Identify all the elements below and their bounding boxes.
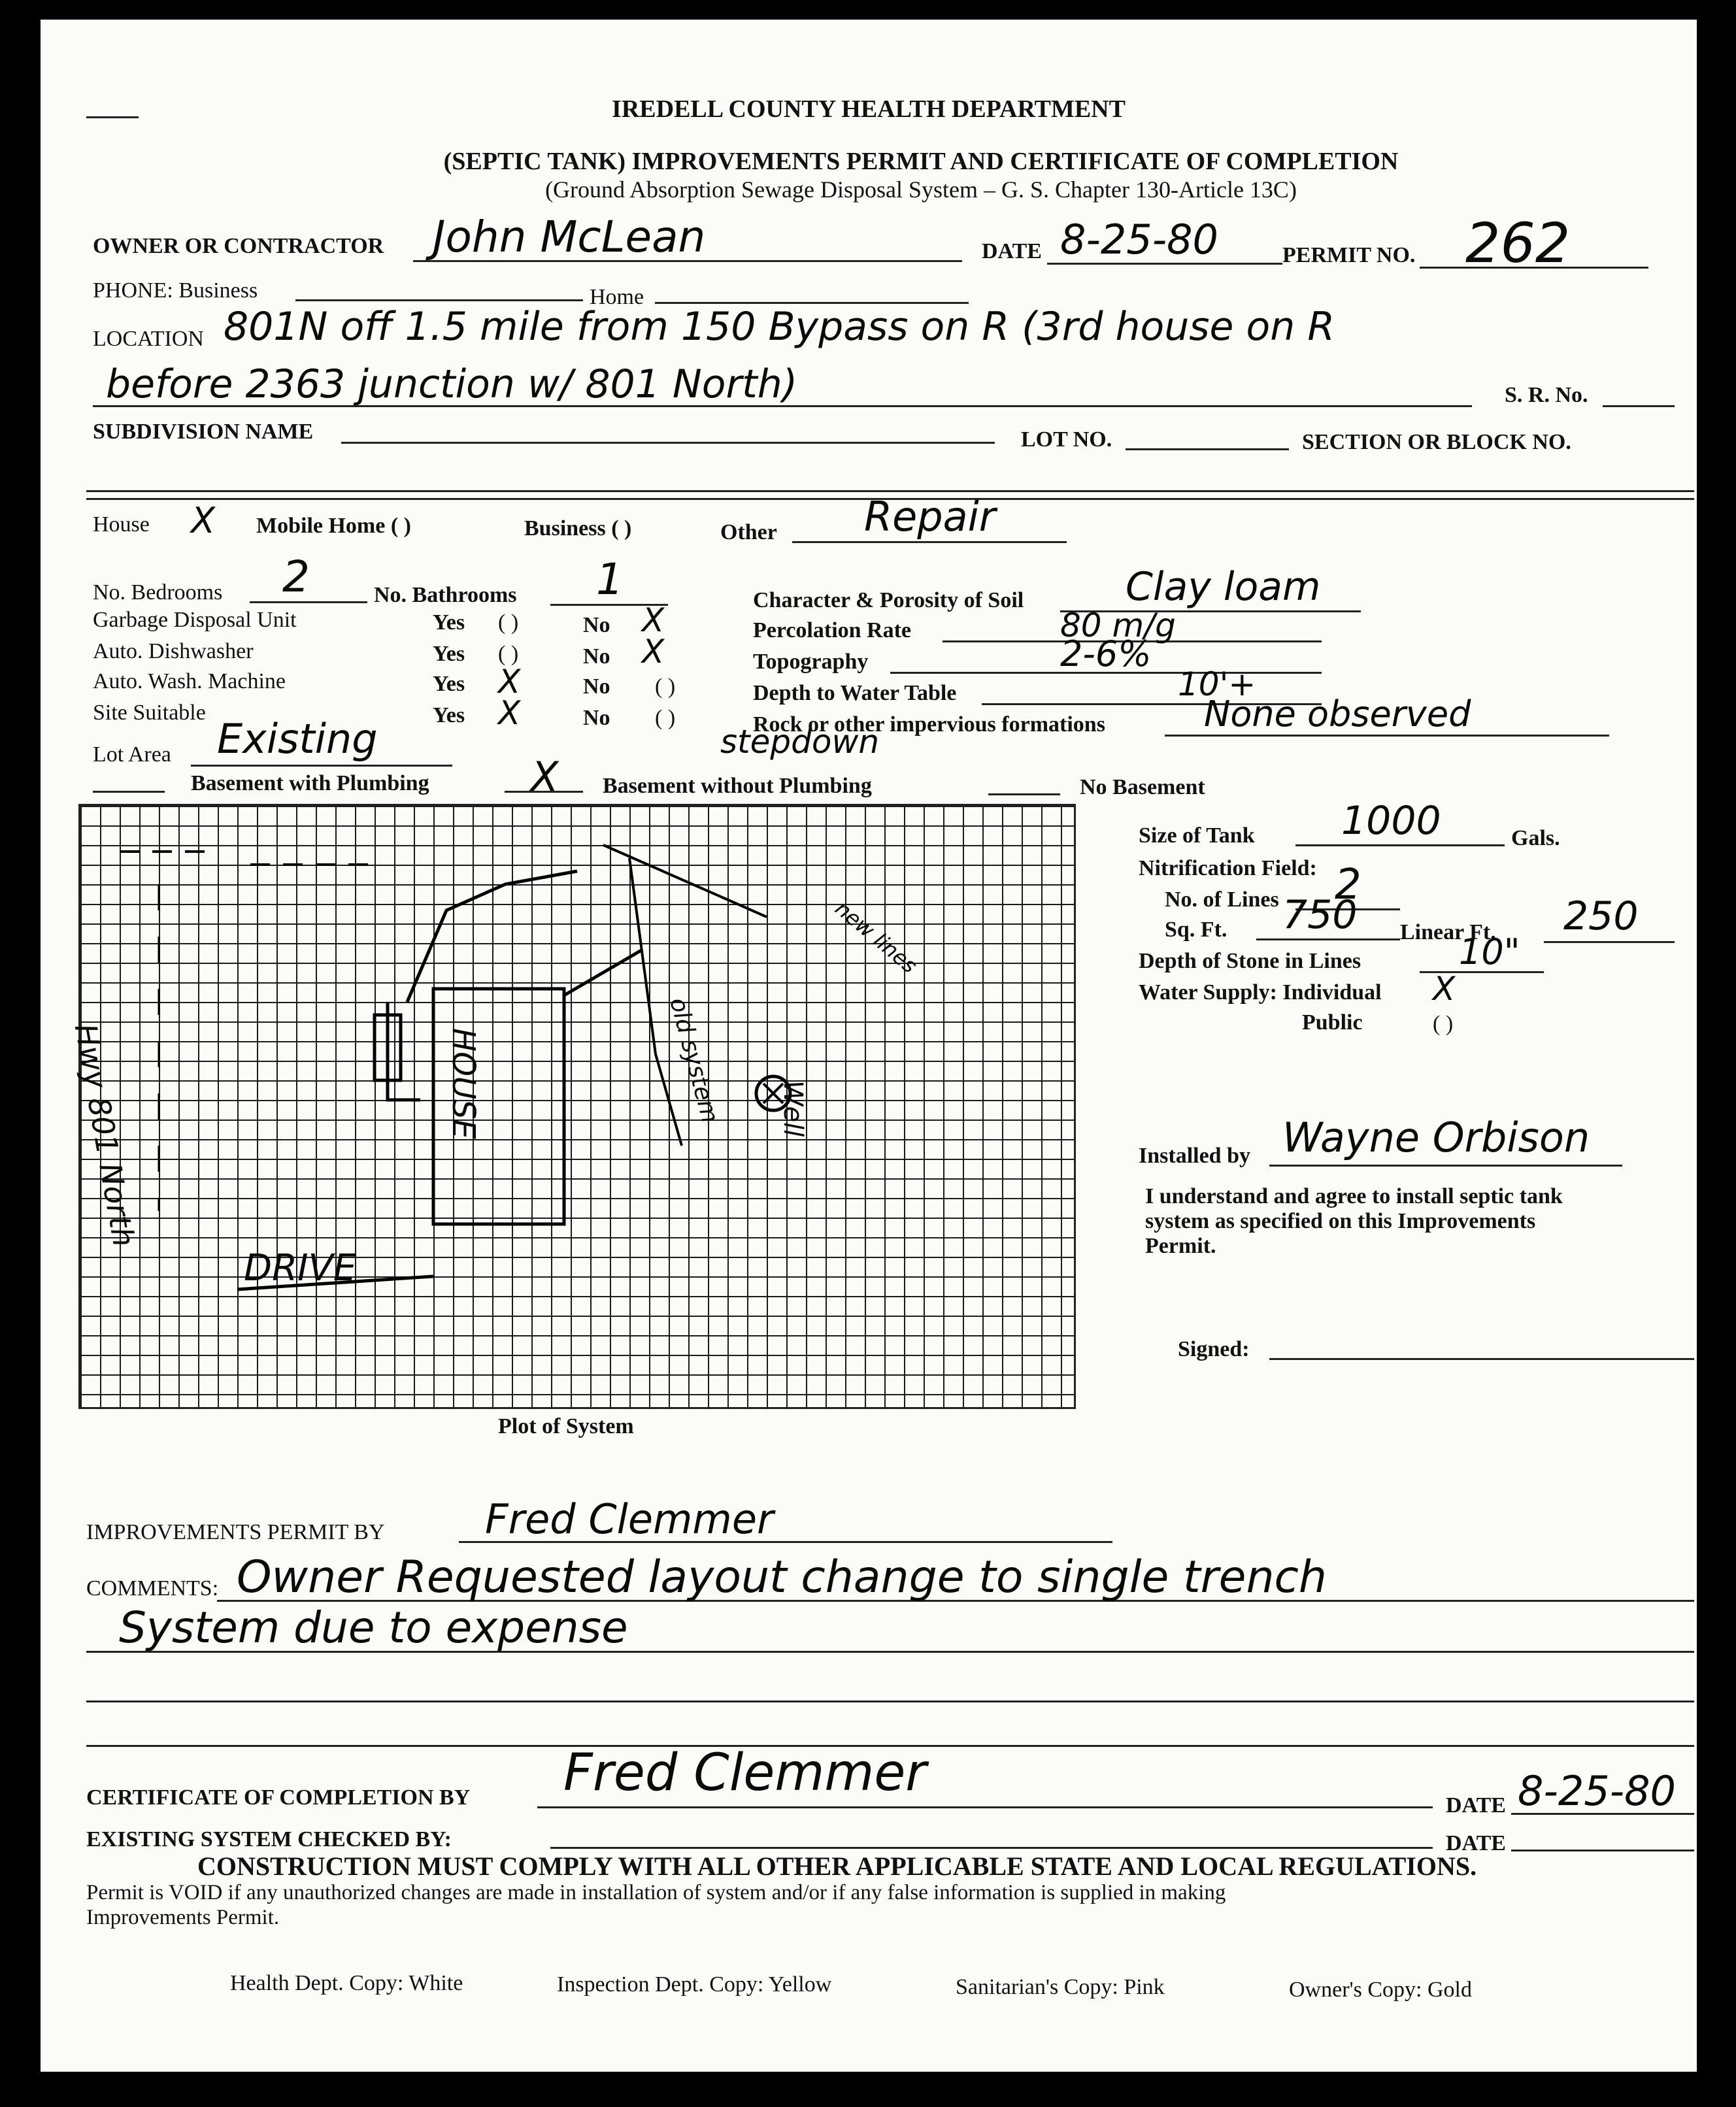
- owner-label: OWNER OR CONTRACTOR: [93, 234, 384, 258]
- perc-value: 80 m/g: [1060, 606, 1176, 644]
- water-table-value: 10'+: [1178, 665, 1256, 703]
- cert-by-line: [537, 1806, 1433, 1808]
- comments-value-2: System due to expense: [119, 1602, 628, 1653]
- site-suitable-yes-check: X: [498, 694, 521, 732]
- copy-sanitarian: Sanitarian's Copy: Pink: [956, 1975, 1165, 1999]
- location-value-1: 801N off 1.5 mile from 150 Bypass on R (3rd house on R: [224, 304, 1335, 350]
- bedrooms-label: No. Bedrooms: [93, 580, 223, 605]
- sr-no-line: [1603, 405, 1675, 407]
- wash-machine-no-box: ( ): [655, 674, 676, 699]
- dishwasher-no: No: [583, 644, 610, 669]
- installed-by-value: Wayne Orbison: [1282, 1114, 1590, 1161]
- rock-value: None observed: [1204, 693, 1471, 735]
- linear-ft-label: Linear Ft.: [1400, 920, 1496, 944]
- phone-business-label: PHONE: Business: [93, 278, 258, 303]
- existing-date-label: DATE: [1446, 1831, 1506, 1855]
- comments-value-1: Owner Requested layout change to single trench: [237, 1551, 1327, 1603]
- plot-new-lines-label: new lines: [830, 895, 922, 978]
- other-line: [792, 541, 1067, 543]
- mobile-home-label: Mobile Home ( ): [256, 514, 411, 538]
- site-suitable-no-box: ( ): [655, 706, 676, 730]
- lot-no-label: LOT NO.: [1021, 427, 1112, 452]
- construction-notice: CONSTRUCTION MUST COMPLY WITH ALL OTHER APPLICABLE STATE AND LOCAL REGULATIONS.: [197, 1851, 1477, 1881]
- plot-house-label: HOUSE: [445, 1028, 482, 1139]
- field-line-1: [603, 845, 767, 917]
- garbage-yes-box: ( ): [498, 610, 519, 635]
- cert-by-value: Fred Clemmer: [563, 1744, 927, 1802]
- permit-form: [41, 20, 1697, 2072]
- sewer-line: [407, 871, 577, 1002]
- other-value: Repair: [864, 493, 996, 540]
- lot-area-label: Lot Area: [93, 742, 171, 767]
- plot-grid: [67, 804, 1076, 1409]
- improvements-by-value: Fred Clemmer: [485, 1495, 774, 1543]
- installed-by-label: Installed by: [1139, 1144, 1250, 1168]
- lot-area-line: [191, 765, 452, 767]
- stone-depth-value: 10": [1459, 931, 1520, 972]
- wash-machine-label: Auto. Wash. Machine: [93, 669, 286, 693]
- house-label: House: [93, 512, 150, 537]
- location-line-2: [93, 405, 1472, 407]
- signed-line: [1269, 1358, 1694, 1360]
- form-subtitle-2: (Ground Absorption Sewage Disposal System – G. S. Chapter 130-Article 13C): [545, 176, 1297, 203]
- subdivision-label: SUBDIVISION NAME: [93, 420, 314, 444]
- location-value-2: before 2363 junction w/ 801 North): [106, 361, 798, 407]
- basement-plumbing-line: [93, 791, 165, 793]
- location-label: LOCATION: [93, 327, 204, 351]
- copy-health: Health Dept. Copy: White: [230, 1971, 463, 1995]
- wash-machine-no: No: [583, 674, 610, 699]
- topo-label: Topography: [753, 650, 869, 674]
- road-dash: [120, 852, 368, 865]
- permit-no-value: 262: [1465, 211, 1571, 275]
- bedrooms-value: 2: [282, 552, 310, 602]
- tank-size-value: 1000: [1341, 798, 1441, 844]
- dishwasher-no-check: X: [642, 633, 665, 671]
- drain-line: [564, 950, 643, 995]
- other-label: Other: [720, 520, 777, 544]
- subdivision-line: [341, 442, 995, 444]
- gals-label: Gals.: [1511, 826, 1560, 850]
- sr-no-label: S. R. No.: [1505, 383, 1588, 407]
- no-basement-line: [988, 793, 1060, 795]
- soil-label: Character & Porosity of Soil: [753, 588, 1024, 612]
- tank-size-label: Size of Tank: [1139, 823, 1255, 848]
- topo-value: 2-6%: [1060, 633, 1152, 674]
- date-value: 8-25-80: [1060, 216, 1218, 263]
- dishwasher-yes-box: ( ): [498, 642, 519, 666]
- form-title: IREDELL COUNTY HEALTH DEPARTMENT: [612, 95, 1126, 123]
- permit-no-label: PERMIT NO.: [1282, 243, 1416, 267]
- business-label: Business ( ): [524, 516, 632, 540]
- dishwasher-label: Auto. Dishwasher: [93, 639, 254, 663]
- garbage-no-check: X: [642, 601, 665, 639]
- wash-machine-yes-check: X: [498, 663, 521, 701]
- linear-ft-line: [1544, 941, 1675, 943]
- lot-no-line: [1126, 448, 1289, 450]
- existing-checked-label: EXISTING SYSTEM CHECKED BY:: [86, 1827, 452, 1851]
- nitrification-label: Nitrification Field:: [1139, 856, 1317, 880]
- cert-date-value: 8-25-80: [1518, 1767, 1676, 1815]
- plot-road-label: Hwy 801 North: [67, 1021, 142, 1250]
- dishwasher-yes: Yes: [433, 642, 465, 666]
- phone-home-label: Home: [590, 285, 644, 309]
- agree-line-2: system as specified on this Improvements: [1145, 1209, 1536, 1233]
- site-suitable-label: Site Suitable: [93, 701, 206, 725]
- sqft-label: Sq. Ft.: [1165, 918, 1227, 942]
- perc-label: Percolation Rate: [753, 618, 912, 642]
- signed-label: Signed:: [1178, 1337, 1250, 1361]
- water-supply-label: Water Supply: Individual: [1139, 980, 1382, 1004]
- public-box: ( ): [1433, 1012, 1454, 1036]
- void-notice-1: Permit is VOID if any unauthorized changes are made in installation of system and/or if any false information is supplied in making: [86, 1881, 1226, 1904]
- basement-plumbing-label: Basement with Plumbing: [191, 771, 429, 795]
- installed-by-line: [1269, 1165, 1622, 1167]
- divider-1: [86, 490, 1694, 492]
- plot-existing-system-label: old system: [664, 995, 724, 1126]
- rock-line: [1165, 735, 1609, 737]
- plot-sketch: [80, 806, 1074, 1407]
- plot-caption: Plot of System: [498, 1414, 634, 1438]
- cert-by-label: CERTIFICATE OF COMPLETION BY: [86, 1785, 471, 1810]
- comments-line-3: [86, 1701, 1694, 1702]
- garbage-no: No: [583, 613, 610, 637]
- stepdown-note: stepdown: [720, 723, 880, 761]
- existing-date-line: [1511, 1850, 1694, 1851]
- basement-no-plumbing-check: X: [531, 753, 559, 801]
- copy-inspection: Inspection Dept. Copy: Yellow: [557, 1972, 832, 1997]
- water-supply-individual-check: X: [1433, 970, 1456, 1008]
- date-label: DATE: [982, 239, 1042, 263]
- garbage-yes: Yes: [433, 610, 465, 635]
- bathrooms-label: No. Bathrooms: [374, 583, 517, 607]
- plot-well-label: Well: [778, 1080, 808, 1137]
- bathrooms-value: 1: [596, 554, 624, 605]
- lines-label: No. of Lines: [1165, 888, 1279, 912]
- linear-ft-value: 250: [1563, 893, 1639, 939]
- agree-line-1: I understand and agree to install septic tank: [1145, 1184, 1563, 1208]
- void-notice-2: Improvements Permit.: [86, 1906, 280, 1929]
- public-label: Public: [1302, 1010, 1363, 1035]
- improvements-by-label: IMPROVEMENTS PERMIT BY: [86, 1520, 385, 1544]
- site-suitable-no: No: [583, 706, 610, 730]
- wash-machine-yes: Yes: [433, 672, 465, 696]
- no-basement-label: No Basement: [1080, 775, 1205, 799]
- copy-owner: Owner's Copy: Gold: [1289, 1978, 1473, 2002]
- rock-label: Rock or other impervious formations: [753, 712, 1105, 737]
- water-table-label: Depth to Water Table: [753, 681, 957, 705]
- owner-value: John McLean: [433, 212, 706, 262]
- garbage-label: Garbage Disposal Unit: [93, 608, 297, 632]
- basement-no-plumbing-label: Basement without Plumbing: [603, 774, 872, 798]
- agree-line-3: Permit.: [1145, 1234, 1216, 1258]
- form-subtitle: (SEPTIC TANK) IMPROVEMENTS PERMIT AND CERTIFICATE OF COMPLETION: [443, 148, 1399, 175]
- comments-label: COMMENTS:: [86, 1576, 219, 1601]
- section-label: SECTION OR BLOCK NO.: [1302, 430, 1571, 454]
- cert-date-label: DATE: [1446, 1793, 1506, 1817]
- sqft-value: 750: [1282, 892, 1358, 938]
- soil-value: Clay loam: [1126, 564, 1321, 610]
- phone-business-line: [295, 299, 583, 301]
- plot-drive-label: DRIVE: [244, 1247, 357, 1289]
- house-check: X: [191, 500, 215, 541]
- lines-value: 2: [1335, 861, 1361, 909]
- stone-depth-label: Depth of Stone in Lines: [1139, 949, 1361, 973]
- existing-checked-line: [550, 1847, 1433, 1849]
- tank-size-line: [1295, 844, 1505, 846]
- lot-area-value: Existing: [217, 715, 378, 763]
- sqft-line: [1256, 938, 1400, 940]
- site-suitable-yes: Yes: [433, 703, 465, 727]
